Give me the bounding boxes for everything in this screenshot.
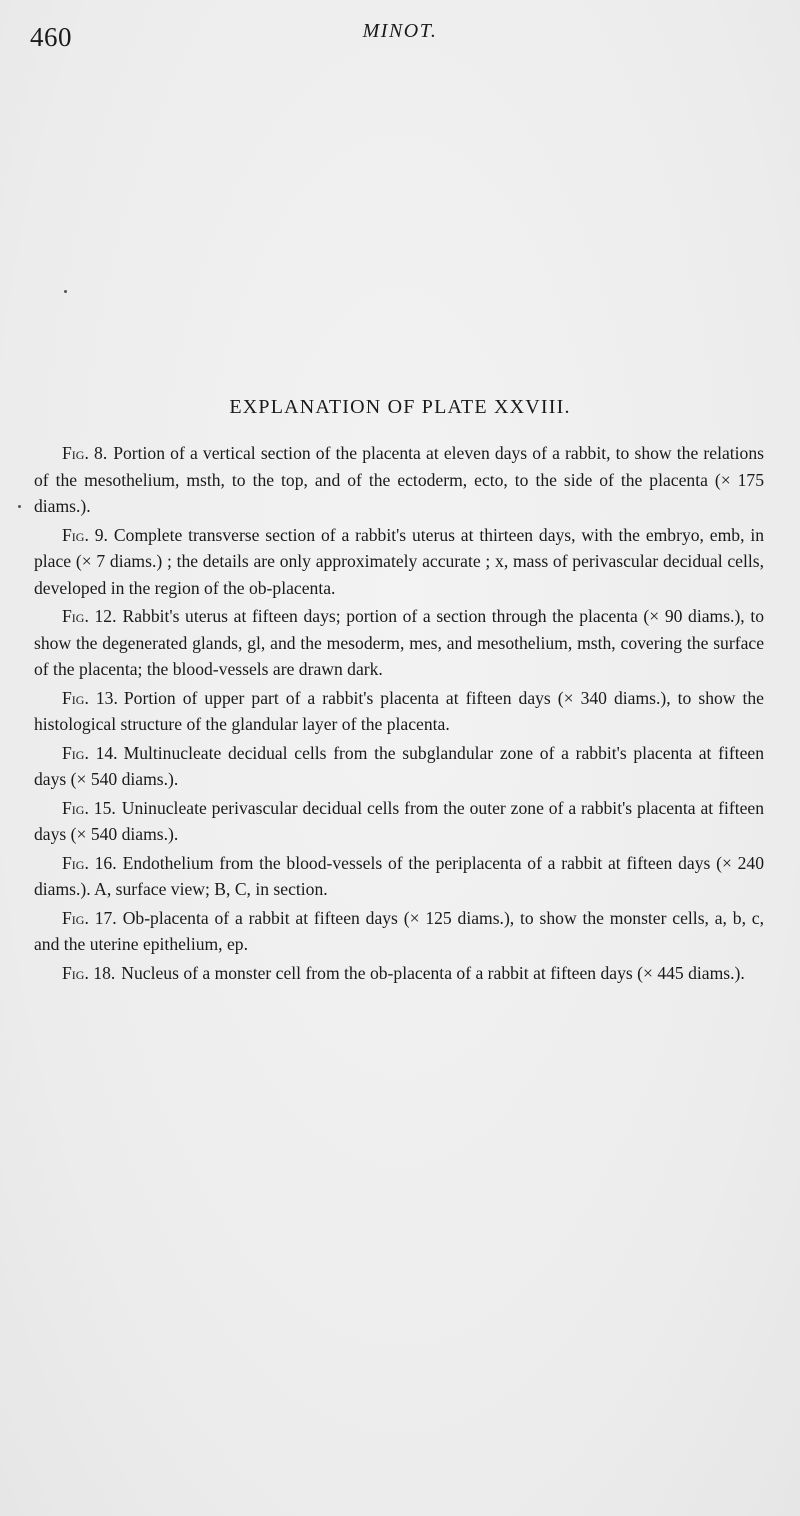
figure-entry xyxy=(34,905,764,958)
paper-speck xyxy=(18,505,21,508)
figure-entry xyxy=(34,850,764,903)
figure-description: Ob-placenta of a rabbit at fifteen days (× 125 diams.), to show the monster cells, a, b, c, and the uterine epithelium, ep. xyxy=(34,907,764,954)
figure-entry xyxy=(34,960,764,987)
figure-number: 8. xyxy=(94,443,108,463)
figure-entry xyxy=(34,440,764,520)
figure-description: Rabbit's uterus at fifteen days; portion of a section through the placenta (× 90 diams.), to show the degenerated glands, gl, and the mesoderm, mes, and mesothelium, msth, covering the surface of the placenta; the blood-vessels are drawn dark. xyxy=(34,606,765,679)
figure-description: Uninucleate perivascular decidual cells from the outer zone of a rabbit's placenta at fifteen days (× 540 diams.). xyxy=(34,797,764,844)
figure-label: Fig. xyxy=(62,606,89,626)
figure-description: Nucleus of a monster cell from the ob-placenta of a rabbit at fifteen days (× 445 diams.). xyxy=(121,962,745,983)
figure-label: Fig. xyxy=(62,797,89,818)
figure-entry xyxy=(34,603,764,683)
figure-description: Endothelium from the blood-vessels of the periplacenta of a rabbit at fifteen days (× 240 diams.). A, surface view; B, C, in section. xyxy=(34,852,764,899)
running-head: MINOT. xyxy=(362,20,438,42)
figure-number: 13. xyxy=(95,687,118,708)
figure-label: Fig. xyxy=(62,962,89,983)
page-number: 460 xyxy=(30,22,72,52)
figure-description: Complete transverse section of a rabbit's uterus at thirteen days, with the embryo, emb, in place (× 7 diams.) ; the details are only approximately accurate ; x, mass of perivascular decidual cells, developed in the region of the ob-placenta. xyxy=(34,524,764,598)
figure-label: Fig. xyxy=(62,742,89,763)
paper-speck xyxy=(64,290,67,293)
figure-description: Portion of a vertical section of the placenta at eleven days of a rabbit, to show the relations of the mesothelium, msth, to the top, and of the ectoderm, ecto, to the side of the placenta (× 175 diams.). xyxy=(34,443,764,516)
figure-description: Multinucleate decidual cells from the subglandular zone of a rabbit's placenta at fifteen days (× 540 diams.). xyxy=(34,742,764,789)
figure-number: 14. xyxy=(95,742,118,763)
figure-number: 17. xyxy=(94,907,117,928)
figure-description: Portion of upper part of a rabbit's placenta at fifteen days (× 340 diams.), to show the histological structure of the glandular layer of the placenta. xyxy=(34,687,764,734)
figure-number: 16. xyxy=(94,852,117,873)
figure-number: 9. xyxy=(94,524,108,545)
figure-label: Fig. xyxy=(62,852,89,873)
figure-entry xyxy=(34,795,764,848)
figure-label: Fig. xyxy=(62,907,89,928)
plate-title: EXPLANATION OF PLATE XXVIII. xyxy=(229,396,571,418)
figure-number: 18. xyxy=(93,962,116,983)
figure-explanations xyxy=(34,440,764,988)
figure-label: Fig. xyxy=(62,443,89,463)
figure-number: 12. xyxy=(94,606,117,626)
figure-entry xyxy=(34,522,764,602)
figure-entry xyxy=(34,740,764,793)
figure-label: Fig. xyxy=(62,687,89,708)
figure-label: Fig. xyxy=(62,524,89,545)
figure-number: 15. xyxy=(93,797,116,818)
figure-entry xyxy=(34,685,764,738)
